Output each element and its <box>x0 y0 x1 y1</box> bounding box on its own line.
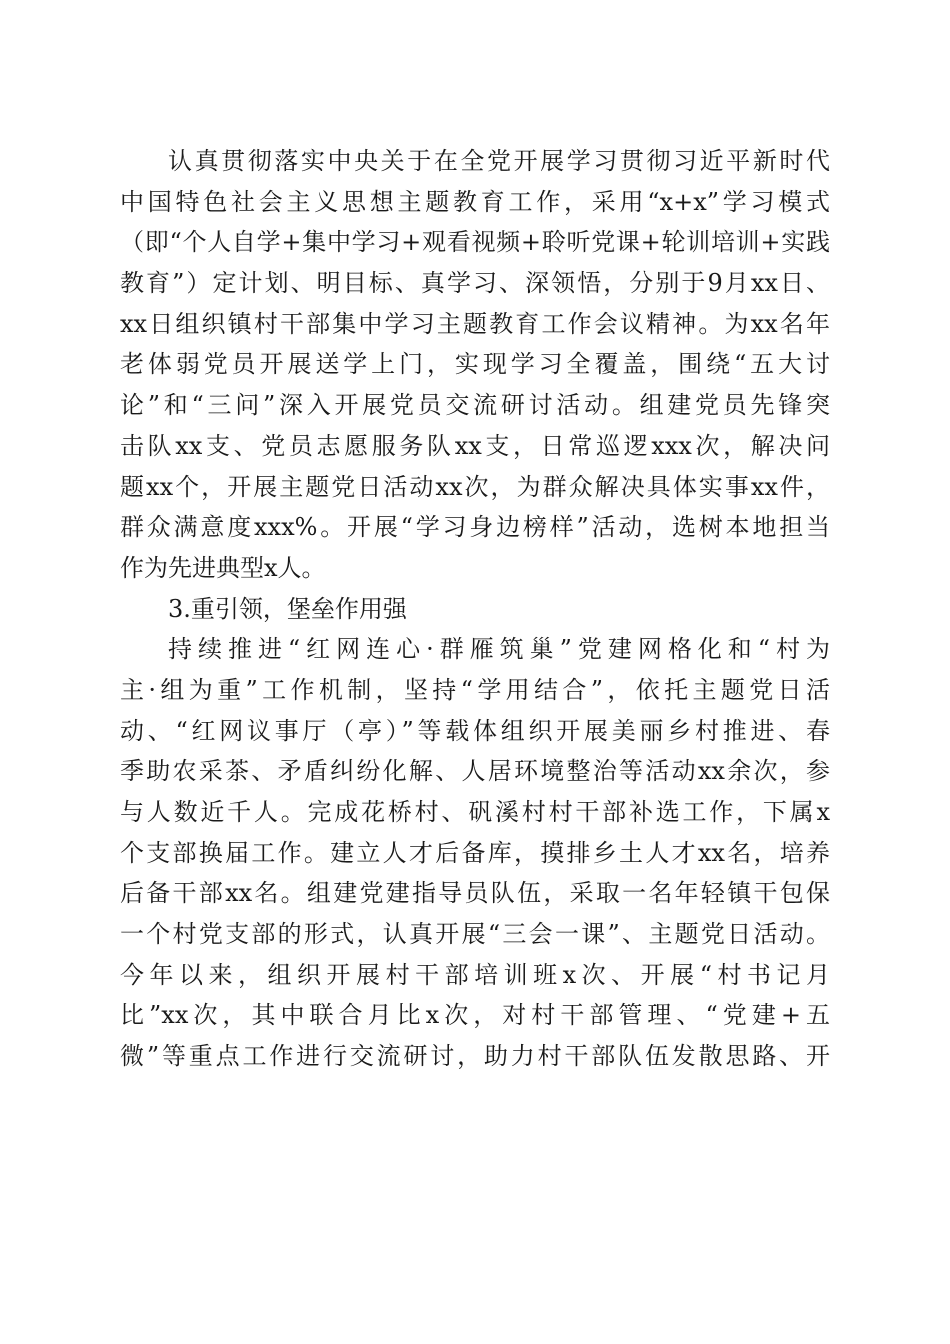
text-line: 微”等重点工作进行交流研讨，助力村干部队伍发散思路、开 <box>120 1042 830 1071</box>
text-line: 论”和“三问”深入开展党员交流研讨活动。组建党员先锋突 <box>120 391 830 420</box>
text-line: 后备干部xx名。组建党建指导员队伍，采取一名年轻镇干包保 <box>120 879 830 908</box>
text-line: 一个村党支部的形式，认真开展“三会一课”、主题党日活动。 <box>120 920 830 949</box>
section-heading: 3.重引领，堡垒作用强 <box>168 594 407 623</box>
text-line: 中国特色社会主义思想主题教育工作，采用“x+x”学习模式 <box>120 187 830 216</box>
text-line: 个支部换届工作。建立人才后备库，摸排乡土人才xx名，培养 <box>120 838 830 867</box>
text-line: 季助农采茶、矛盾纠纷化解、人居环境整治等活动xx余次，参 <box>120 757 830 786</box>
text-line: 认真贯彻落实中央关于在全党开展学习贯彻习近平新时代 <box>168 147 830 175</box>
text-line: 动、“红网议事厅（亭）”等载体组织开展美丽乡村推进、春 <box>120 716 830 745</box>
text-line: 持续推进“红网连心·群雁筑巢”党建网格化和“村为 <box>168 635 830 664</box>
text-line: 老体弱党员开展送学上门，实现学习全覆盖，围绕“五大讨 <box>120 350 830 379</box>
text-line: 今年以来，组织开展村干部培训班x次、开展“村书记月 <box>120 960 830 989</box>
text-line: 群众满意度xxx%。开展“学习身边榜样”活动，选树本地担当 <box>120 513 830 542</box>
text-line: 题xx个，开展主题党日活动xx次，为群众解决具体实事xx件， <box>120 472 830 501</box>
text-line: 主·组为重”工作机制，坚持“学用结合”，依托主题党日活 <box>120 675 830 704</box>
text-line: 击队xx支、党员志愿服务队xx支，日常巡逻xxx次，解决问 <box>120 431 830 460</box>
text-line: xx日组织镇村干部集中学习主题教育工作会议精神。为xx名年 <box>120 309 830 338</box>
text-line: （即“个人自学+集中学习+观看视频+聆听党课+轮训培训+实践 <box>120 228 830 257</box>
text-line: 比”xx次，其中联合月比x次，对村干部管理、“党建+五 <box>120 1001 830 1030</box>
text-line: 作为先进典型x人。 <box>120 553 326 582</box>
document-body <box>120 141 830 1077</box>
text-line: 教育”）定计划、明目标、真学习、深领悟，分别于9月xx日、 <box>120 269 830 298</box>
text-line: 与人数近千人。完成花桥村、矾溪村村干部补选工作，下属x <box>120 798 830 826</box>
